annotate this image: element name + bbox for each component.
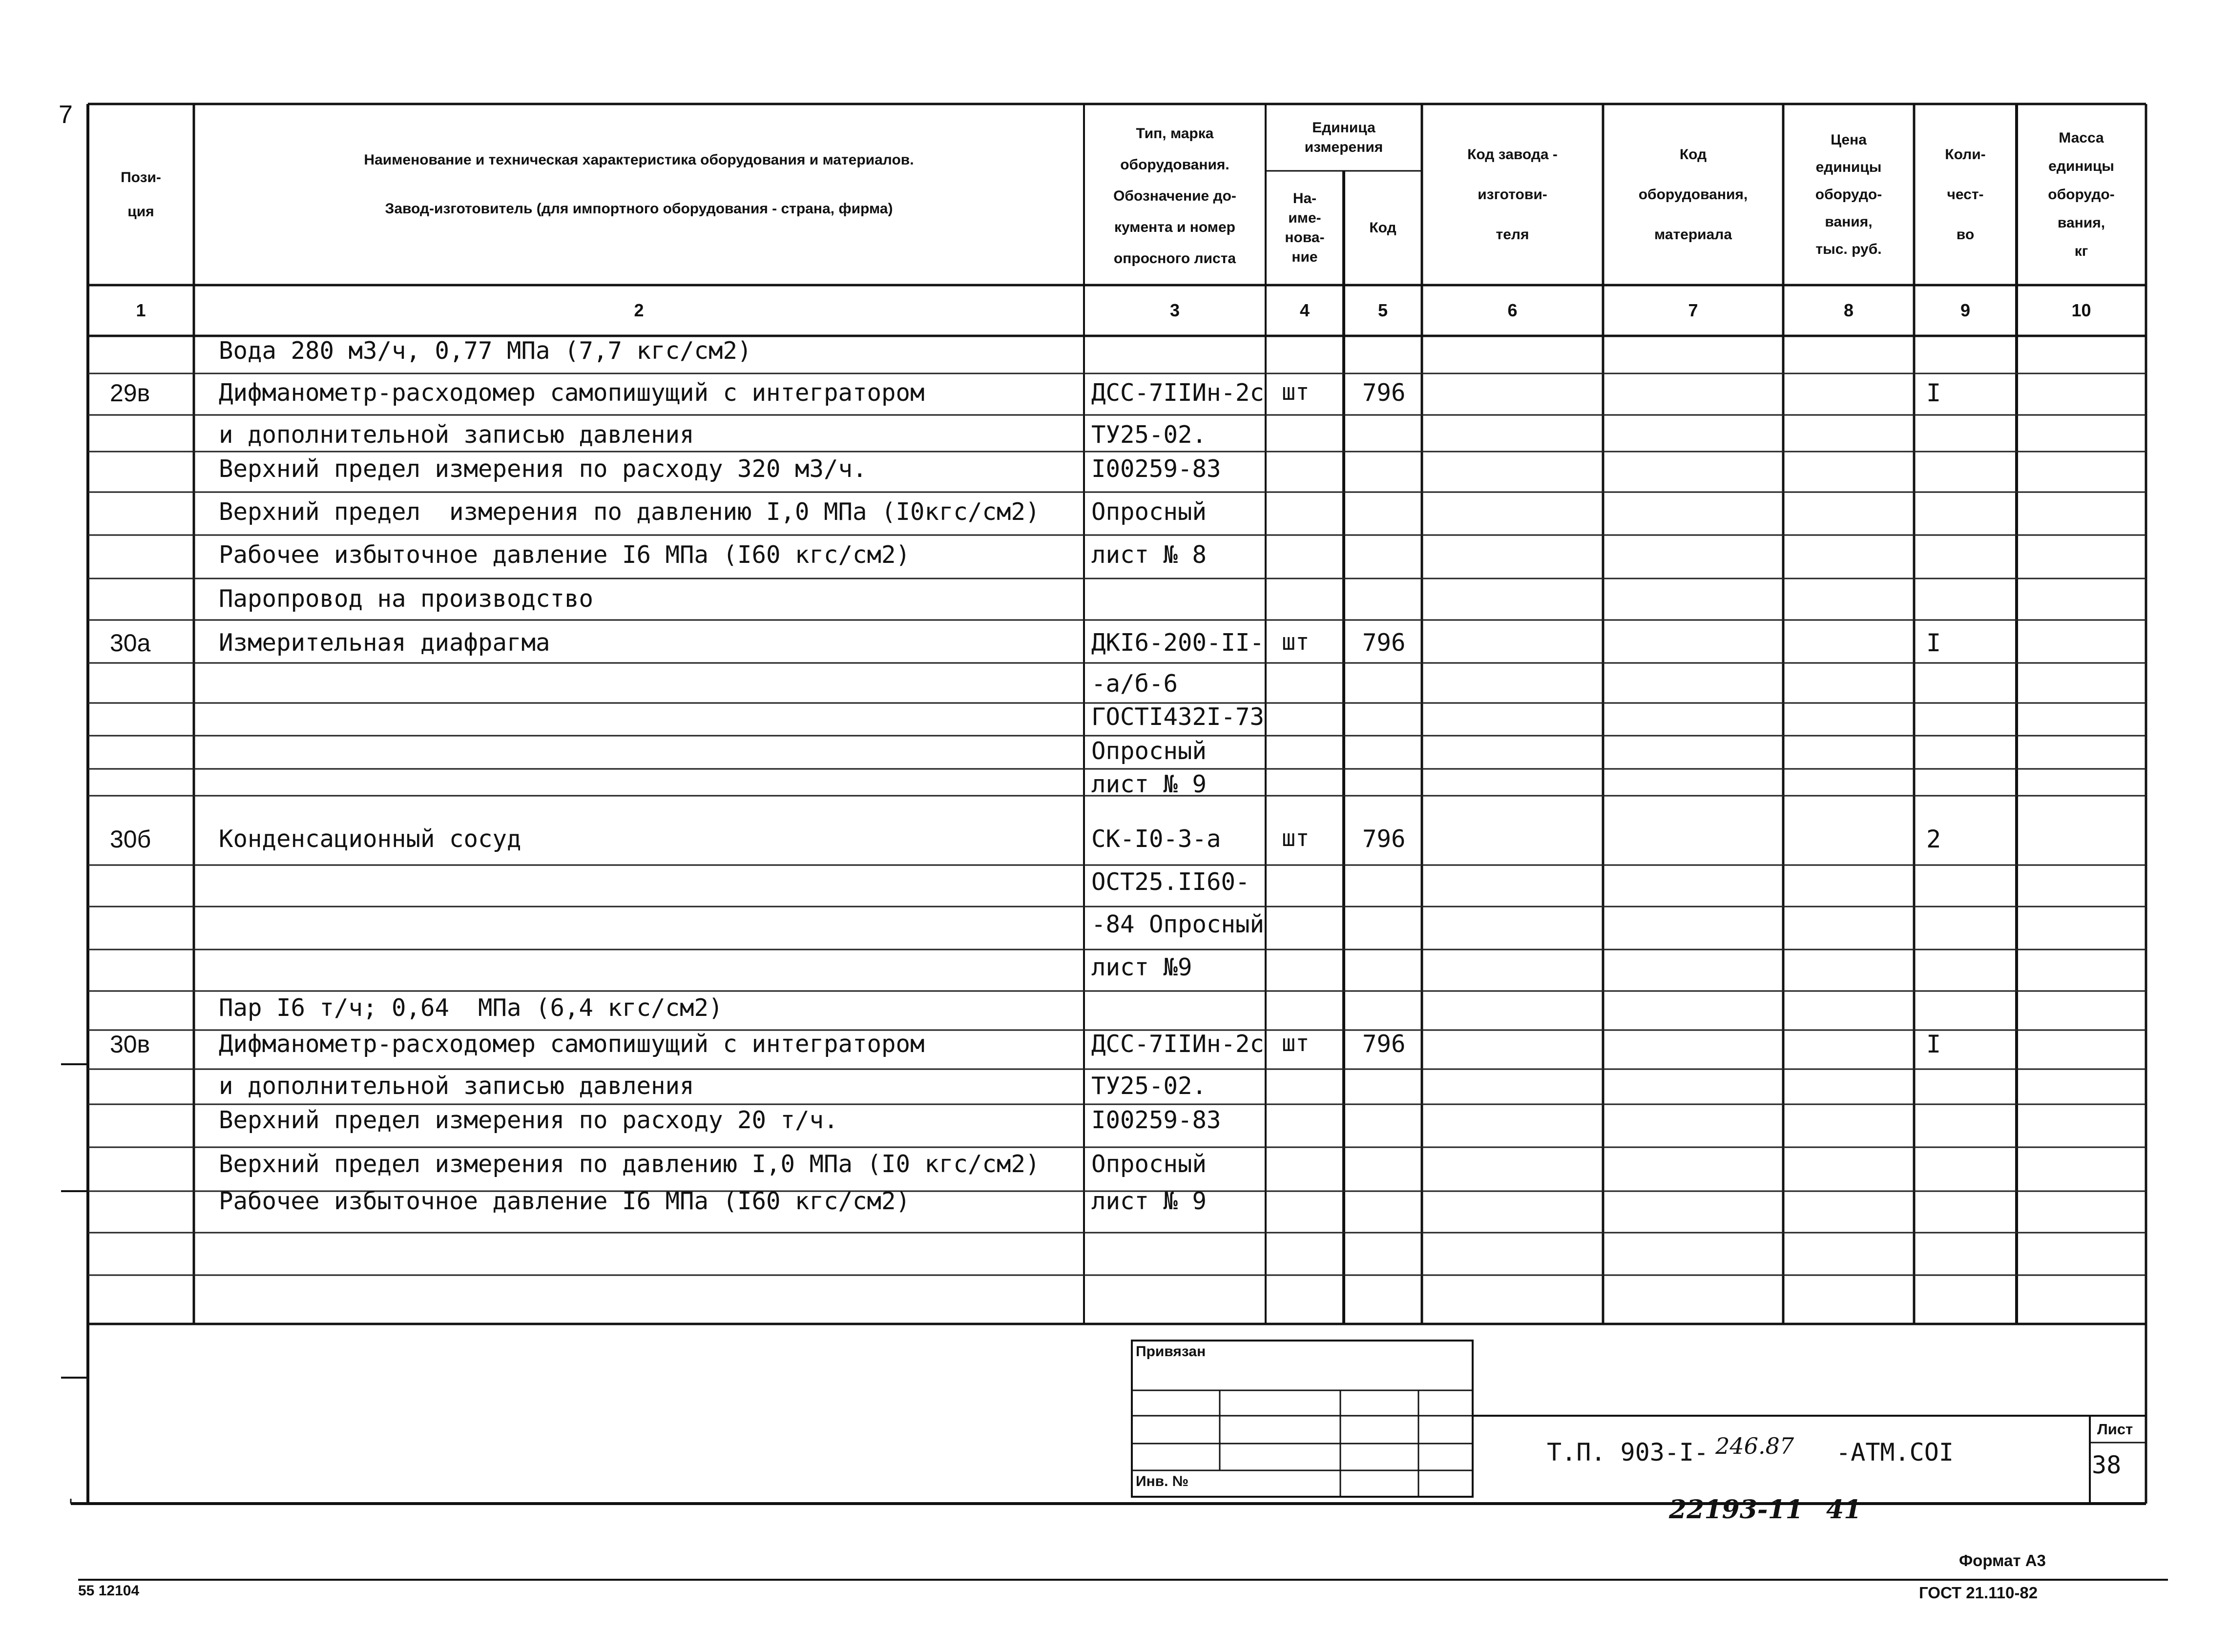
row-description: и дополнительной записью давления [219,1072,694,1100]
row-description: и дополнительной записью давления [219,421,694,449]
col-number-4: 4 [1299,300,1310,320]
row-type-code: ТУ25-02. [1091,421,1207,449]
header-factory-code: Код завода - изготови- теля [1467,146,1558,243]
handwritten-page: 41 [1826,1495,1862,1525]
col-number-1: 1 [136,300,146,320]
col-number-10: 10 [2071,300,2091,320]
row-unit-name: шт [1282,629,1310,656]
col-number-7: 7 [1688,300,1698,320]
row-type-code: ДСС-7IIИн-2с [1091,379,1265,407]
gost-label: ГОСТ 21.110-82 [1919,1584,2038,1602]
row-type-code: лист № 9 [1091,770,1207,798]
row-description: Верхний предел измерения по расходу 320 м3/ч. [219,455,867,483]
row-description: Пар I6 т/ч; 0,64 МПа (6,4 кгс/см2) [219,994,723,1022]
row-type-code: СК-I0-3-а [1091,825,1221,853]
header-price: Цена единицы оборудо- вания, тыс. руб. [1815,131,1882,257]
row-description: Паропровод на производство [219,585,594,613]
row-type-code: ГОСТI432I-73 [1091,703,1265,731]
row-unit-code: 796 [1362,825,1406,853]
col-number-8: 8 [1843,300,1854,320]
page-mark: 7 [59,101,73,129]
document-code-prefix: Т.П. 903-I- [1547,1438,1709,1466]
col-number-9: 9 [1960,300,1971,320]
row-description: Рабочее избыточное давление I6 МПа (I60 кгс/см2) [219,541,911,569]
header-unit-group: Единица измерения [1304,119,1383,155]
row-unit-code: 796 [1362,629,1406,657]
row-type-code: Опросный [1091,737,1207,765]
row-description: Дифманометр-расходомер самопишущий с интегратором [219,379,925,407]
header-unit-name: На- име- нова- ние [1285,190,1325,265]
row-description: Верхний предел измерения по давлению I,0 МПа (I0кгс/см2) [219,498,1040,526]
row-position: 30а [110,629,151,657]
row-type-code: лист № 8 [1091,541,1207,569]
row-description: Измерительная диафрагма [219,629,550,657]
col-number-3: 3 [1169,300,1180,320]
row-type-code: Опросный [1091,1150,1207,1178]
row-type-code: I00259-83 [1091,455,1221,483]
format-label: Формат А3 [1959,1551,2046,1569]
row-quantity: I [1926,1030,1941,1058]
header-mass: Масса единицы оборудо- вания, кг [2048,129,2115,259]
row-description: Верхний предел измерения по давлению I,0 МПа (I0 кгс/см2) [219,1150,1040,1178]
row-unit-code: 796 [1362,1030,1406,1058]
header-position: Пози- ция [121,169,161,220]
row-description: Вода 280 м3/ч, 0,77 МПа (7,7 кгс/см2) [219,337,752,365]
row-type-code: Опросный [1091,498,1207,526]
row-type-code: -а/б-6 [1091,670,1178,698]
header-type: Тип, марка оборудования. Обозначение до- кумента и номер опросного листа [1113,125,1236,267]
col-number-6: 6 [1507,300,1518,320]
sheet-label: Лист [2097,1421,2133,1438]
row-quantity: I [1926,379,1941,407]
handwritten-number: 22193-11 [1669,1495,1803,1525]
row-description: Рабочее избыточное давление I6 МПа (I60 кгс/см2) [219,1187,911,1215]
row-type-code: ДСС-7IIИн-2с [1091,1030,1265,1058]
row-description: Верхний предел измерения по расходу 20 т/ч. [219,1106,838,1134]
row-unit-code: 796 [1362,379,1406,407]
document-code-handwritten: 246.87 [1715,1433,1794,1459]
header-name: Наименование и техническая характеристика оборудования и материалов. Завод-изготовитель (для импортного оборудования - страна, фирма) [364,152,914,217]
row-description: Конденсационный сосуд [219,825,521,853]
row-position: 29в [110,379,150,407]
row-unit-name: шт [1282,825,1310,852]
row-type-code: -84 Опросный [1091,910,1265,938]
row-type-code: ДКI6-200-II- [1091,629,1265,657]
row-type-code: лист № 9 [1091,1187,1207,1215]
row-description: Дифманометр-расходомер самопишущий с интегратором [219,1030,925,1058]
row-unit-name: шт [1282,1030,1310,1057]
stamp-inv-label: Инв. № [1136,1473,1189,1489]
row-type-code: лист №9 [1091,953,1192,981]
row-quantity: I [1926,629,1941,657]
header-quantity: Коли- чест- во [1945,146,1986,243]
row-unit-name: шт [1282,379,1310,406]
row-quantity: 2 [1926,825,1941,853]
col-number-2: 2 [634,300,644,320]
stamp-bound-label: Привязан [1136,1343,1206,1360]
row-position: 30в [110,1031,150,1058]
left-code: 55 12104 [78,1583,140,1599]
header-equipment-code: Код оборудования, материала [1638,146,1748,243]
document-code-suffix: -АТМ.СОI [1836,1438,1954,1466]
row-type-code: ОСТ25.II60- [1091,868,1250,896]
sheet-number: 38 [2092,1451,2122,1479]
col-number-5: 5 [1377,300,1388,320]
header-unit-code: Код [1369,220,1396,236]
row-type-code: I00259-83 [1091,1106,1221,1134]
row-type-code: ТУ25-02. [1091,1072,1207,1100]
row-position: 30б [110,826,151,853]
